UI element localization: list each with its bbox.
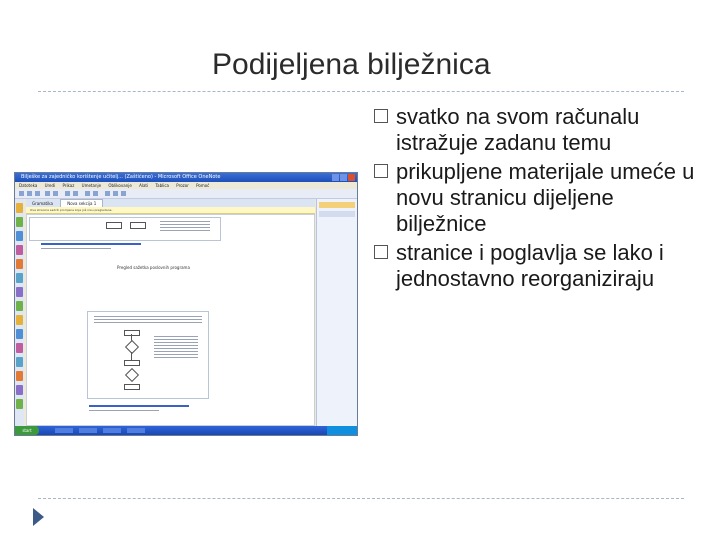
onenote-screenshot (14, 172, 358, 436)
close-icon (348, 174, 355, 181)
page-list-item (319, 202, 355, 208)
toolbar-icon (113, 191, 118, 196)
flowchart-decision (125, 368, 139, 382)
notebook-tab (16, 343, 23, 353)
notebook-tab (16, 259, 23, 269)
source-line (41, 248, 111, 249)
taskbar-item (79, 428, 97, 433)
toolbar-icon (73, 191, 78, 196)
notebook-tab (16, 301, 23, 311)
flowchart-decision (125, 340, 139, 354)
flowchart-box (106, 222, 122, 229)
toolbar-icon (121, 191, 126, 196)
toolbar (15, 189, 357, 199)
toolbar-icon (105, 191, 110, 196)
bullet-item (372, 240, 702, 292)
notebook-tab (16, 315, 23, 325)
checkbox-bullet-icon (374, 109, 388, 123)
notebook-section-tabs (15, 199, 24, 426)
notebook-tab (16, 329, 23, 339)
taskbar-item (103, 428, 121, 433)
menu-item: Prozor (176, 183, 189, 188)
notebook-tab (16, 231, 23, 241)
window-titlebar (15, 173, 357, 182)
menu-item: Tablica (155, 183, 170, 188)
menu-item: Alati (139, 183, 149, 188)
notebook-tab (16, 399, 23, 409)
bullet-text: prikupljene materijale umeće u novu stranicu dijeljene bilježnice (396, 159, 695, 236)
notebook-tab (16, 245, 23, 255)
flowchart-connector (131, 352, 132, 360)
menu-item: Prikaz (62, 183, 75, 188)
toolbar-icon (53, 191, 58, 196)
notebook-tab (16, 357, 23, 367)
notebook-page (26, 214, 315, 426)
page-card (29, 217, 221, 241)
toolbar-icon (19, 191, 24, 196)
notebook-tab (16, 371, 23, 381)
text-lines (154, 336, 198, 360)
toolbar-icon (35, 191, 40, 196)
source-line (89, 410, 159, 411)
menu-item: Datoteka (19, 183, 38, 188)
bullet-item (372, 104, 702, 156)
menu-bar (15, 182, 357, 189)
taskbar-item (55, 428, 73, 433)
menu-item: Pomoć (196, 183, 210, 188)
flowchart-box (124, 384, 140, 390)
bullet-item (372, 159, 702, 237)
slide-title: Podijeljena bilježnica (212, 48, 491, 81)
page-caption: Pregled sažetka poslovnih programa (117, 265, 190, 270)
flowchart-box (124, 330, 140, 336)
footer-divider (38, 498, 684, 499)
notebook-tab (16, 287, 23, 297)
menu-item: Umetanje (81, 183, 102, 188)
section-tab: Gramatika (32, 201, 53, 206)
toolbar-icon (27, 191, 32, 196)
hyperlink (41, 243, 141, 245)
minimize-icon (332, 174, 339, 181)
page-list-pane (316, 199, 357, 426)
bullet-text: svatko na svom računalu istražuje zadanu temu (396, 104, 640, 155)
title-divider (38, 91, 684, 92)
menu-item: Oblikovanje (108, 183, 132, 188)
notebook-tab (16, 385, 23, 395)
info-bar: Ova stranica sadrži promjene koje još nisu pregledane. (26, 207, 315, 214)
checkbox-bullet-icon (374, 164, 388, 178)
menu-item: Uredi (44, 183, 56, 188)
text-lines (94, 316, 202, 325)
section-tab-active: Nova sekcija 1 (60, 199, 103, 208)
flowchart-card (87, 311, 209, 399)
page-list-item (319, 211, 355, 217)
taskbar-item (127, 428, 145, 433)
notebook-tab (16, 217, 23, 227)
notebook-tab (16, 273, 23, 283)
flowchart-box (124, 360, 140, 366)
start-button: start (15, 426, 39, 435)
flowchart-box (130, 222, 146, 229)
toolbar-icon (45, 191, 50, 196)
text-lines (160, 221, 210, 233)
toolbar-icon (65, 191, 70, 196)
hyperlink (89, 405, 189, 407)
checkbox-bullet-icon (374, 245, 388, 259)
section-tab-bar (26, 199, 315, 207)
toolbar-icon (85, 191, 90, 196)
windows-taskbar (15, 426, 357, 435)
bullet-list (372, 104, 702, 295)
bullet-text: stranice i poglavlja se lako i jednostavno reorganiziraju (396, 240, 664, 291)
system-tray (327, 426, 357, 435)
toolbar-icon (93, 191, 98, 196)
window-title: Bilješke za zajedničko korištenje učitelj... (Zaštićeno) - Microsoft Office OneNote (21, 174, 221, 180)
maximize-icon (340, 174, 347, 181)
notebook-tab (16, 203, 23, 213)
next-slide-arrow-icon[interactable] (33, 508, 44, 526)
